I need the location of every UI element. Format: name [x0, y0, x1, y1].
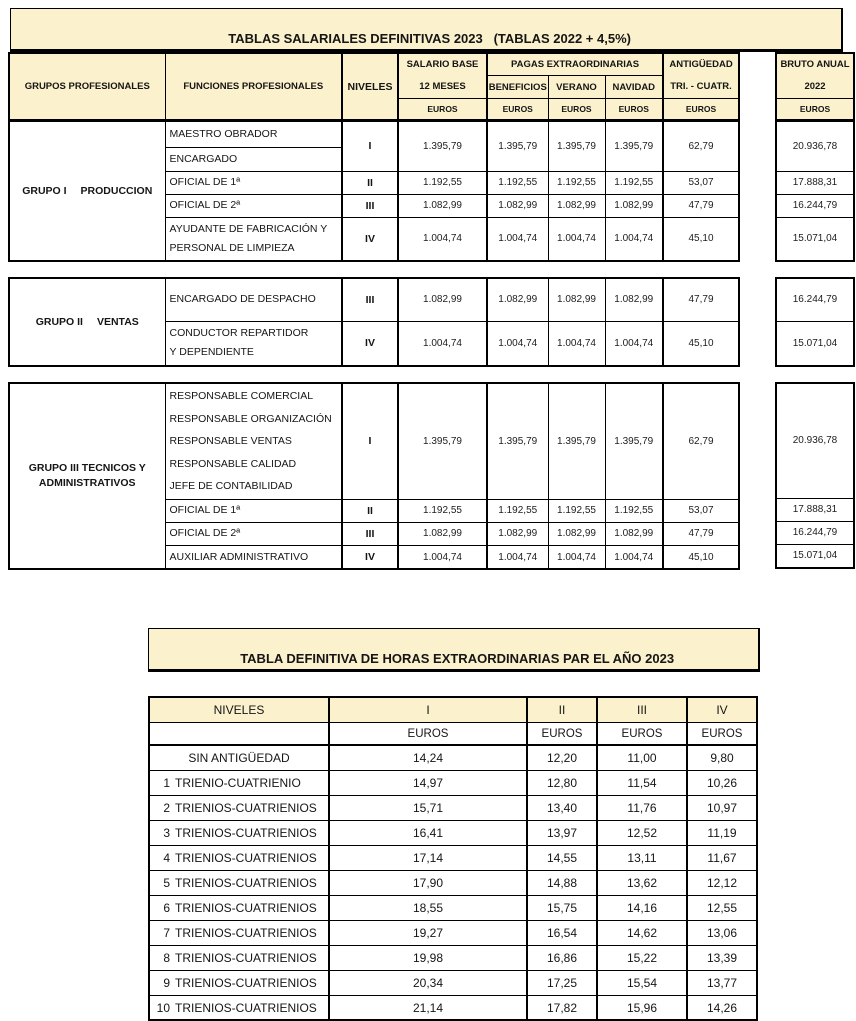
antiguedad-cell: 45,10 — [663, 217, 739, 261]
hours-value-cell: 17,90 — [329, 870, 527, 895]
antiguedad-cell: 62,79 — [663, 383, 739, 499]
hours-row — [149, 745, 757, 770]
hours-value-cell: 13,11 — [597, 845, 687, 870]
bruto-anual-cell: 15.071,04 — [776, 217, 854, 261]
beneficios-cell: 1.395,79 — [487, 383, 548, 499]
hours-value-cell: 13,40 — [527, 795, 597, 820]
hours-value-cell: 17,25 — [527, 970, 597, 995]
hours-euros-cell: EUROS — [527, 722, 597, 745]
navidad-cell: 1.192,55 — [605, 171, 663, 194]
hours-header-level-4: IV — [687, 697, 757, 722]
beneficios-cell: 1.082,99 — [487, 522, 548, 545]
hours-title-bar — [148, 628, 760, 672]
verano-cell: 1.004,74 — [548, 217, 605, 261]
hours-row-label — [149, 920, 329, 945]
header-salario-base-line1: SALARIO BASE — [406, 59, 479, 70]
navidad-cell: 1.192,55 — [605, 499, 663, 522]
hours-value-cell: 12,55 — [687, 895, 757, 920]
function-cell: ENCARGADO — [165, 147, 342, 171]
function-cell: OFICIAL DE 1ª — [165, 499, 342, 522]
nivel-cell: IV — [342, 217, 398, 261]
salario-base-cell: 1.395,79 — [398, 383, 487, 499]
header-antiguedad-line2: TRI. - CUATR. — [670, 81, 732, 92]
row-label-text: TRIENIOS-CUATRIENIOS — [175, 1000, 317, 1015]
hours-value-cell: 11,67 — [687, 845, 757, 870]
function-cell: OFICIAL DE 1ª — [165, 171, 342, 194]
hours-value-cell: 17,82 — [527, 995, 597, 1020]
grupo-2-table — [8, 277, 740, 367]
hours-value-cell: 14,62 — [597, 920, 687, 945]
function-line: RESPONSABLE CALIDAD — [169, 457, 297, 470]
hours-row — [149, 895, 757, 920]
function-cell — [165, 217, 342, 261]
header-euros-salario: EUROS — [398, 99, 487, 120]
hours-value-cell: 14,88 — [527, 870, 597, 895]
function-line: AYUDANTE DE FABRICACIÓN Y — [169, 222, 328, 235]
salario-base-cell: 1.004,74 — [398, 545, 487, 569]
antiguedad-cell: 53,07 — [663, 171, 739, 194]
row-label-text: TRIENIOS-CUATRIENIOS — [175, 825, 317, 840]
row-label-text: TRIENIOS-CUATRIENIOS — [175, 950, 317, 965]
function-line: JEFE DE CONTABILIDAD — [169, 480, 293, 493]
hours-row-label — [149, 820, 329, 845]
hours-value-cell: 18,55 — [329, 895, 527, 920]
antiguedad-cell: 62,79 — [663, 121, 739, 171]
header-grupos-profesionales: GRUPOS PROFESIONALES — [9, 53, 165, 120]
salario-base-cell: 1.192,55 — [398, 499, 487, 522]
nivel-cell: I — [342, 383, 398, 499]
salario-base-cell: 1.192,55 — [398, 171, 487, 194]
function-cell: AUXILIAR ADMINISTRATIVO — [165, 545, 342, 569]
salario-base-cell: 1.082,99 — [398, 522, 487, 545]
bruto-anual-cell: 16.244,79 — [776, 521, 854, 544]
row-number: 6 — [163, 900, 170, 915]
row-label-text: TRIENIOS-CUATRIENIOS — [175, 900, 317, 915]
nivel-cell: II — [342, 171, 398, 194]
hours-header-row — [149, 697, 757, 722]
hours-euros-cell: EUROS — [329, 722, 527, 745]
grupo-3-bruto-table — [775, 382, 855, 569]
verano-cell: 1.192,55 — [548, 171, 605, 194]
hours-row — [149, 945, 757, 970]
bruto-anual-cell: 16.244,79 — [776, 194, 854, 217]
salario-base-cell: 1.004,74 — [398, 321, 487, 366]
function-line: Y DEPENDIENTE — [169, 346, 254, 359]
header-pagas-extraordinarias: PAGAS EXTRAORDINARIAS — [487, 53, 663, 76]
hours-value-cell: 17,14 — [329, 845, 527, 870]
hours-value-cell: 19,27 — [329, 920, 527, 945]
beneficios-cell: 1.004,74 — [487, 217, 548, 261]
bruto-anual-cell: 16.244,79 — [776, 278, 854, 321]
hours-row — [149, 970, 757, 995]
header-salario-base-line2: 12 MESES — [419, 81, 466, 92]
bruto-anual-cell: 15.071,04 — [776, 321, 854, 366]
beneficios-cell: 1.004,74 — [487, 321, 548, 366]
grupo-3-table — [8, 382, 740, 570]
verano-cell: 1.395,79 — [548, 121, 605, 171]
row-label-text: TRIENIOS-CUATRIENIOS — [175, 850, 317, 865]
antiguedad-cell: 45,10 — [663, 545, 739, 569]
bruto-anual-cell: 15.071,04 — [776, 544, 854, 568]
hours-row-label — [149, 970, 329, 995]
hours-header-level-3: III — [597, 697, 687, 722]
row-number: 5 — [163, 875, 170, 890]
header-navidad: NAVIDAD — [605, 76, 663, 99]
function-line: PERSONAL DE LIMPIEZA — [169, 241, 295, 254]
function-cell: OFICIAL DE 2ª — [165, 522, 342, 545]
group-area: VENTAS — [96, 315, 139, 328]
nivel-cell: III — [342, 522, 398, 545]
hours-header-level-1: I — [329, 697, 527, 722]
header-beneficios: BENEFICIOS — [487, 76, 548, 99]
salario-base-cell: 1.395,79 — [398, 121, 487, 171]
function-line: CONDUCTOR REPARTIDOR — [169, 327, 309, 340]
hours-value-cell: 14,55 — [527, 845, 597, 870]
hours-euros-row — [149, 722, 757, 745]
header-euros-bruto: EUROS — [776, 99, 854, 120]
beneficios-cell: 1.004,74 — [487, 545, 548, 569]
salary-header-block — [8, 52, 856, 120]
group-label — [9, 278, 165, 366]
nivel-cell: III — [342, 194, 398, 217]
hours-header-niveles: NIVELES — [149, 697, 329, 722]
hours-value-cell: 14,24 — [329, 745, 527, 770]
bruto-anual-cell: 20.936,78 — [776, 383, 854, 498]
antiguedad-cell: 47,79 — [663, 522, 739, 545]
function-cell: MAESTRO OBRADOR — [165, 121, 342, 147]
nivel-cell: IV — [342, 545, 398, 569]
hours-value-cell: 13,39 — [687, 945, 757, 970]
hours-value-cell: 13,62 — [597, 870, 687, 895]
hours-value-cell: 12,52 — [597, 820, 687, 845]
nivel-cell: II — [342, 499, 398, 522]
nivel-cell: I — [342, 121, 398, 171]
hours-value-cell: 11,00 — [597, 745, 687, 770]
header-bruto-line1: BRUTO ANUAL — [780, 59, 850, 70]
header-euros-verano: EUROS — [548, 99, 605, 120]
row-number: 7 — [163, 925, 170, 940]
salary-header-table — [8, 52, 740, 120]
function-line: RESPONSABLE ORGANIZACIÓN — [169, 412, 332, 425]
hours-row-label — [149, 995, 329, 1020]
nivel-cell: IV — [342, 321, 398, 366]
hours-value-cell: 20,34 — [329, 970, 527, 995]
salario-base-cell: 1.082,99 — [398, 194, 487, 217]
hours-value-cell: 21,14 — [329, 995, 527, 1020]
antiguedad-cell: 47,79 — [663, 278, 739, 321]
grupo-2-bruto-table — [775, 277, 855, 367]
beneficios-cell: 1.082,99 — [487, 194, 548, 217]
verano-cell: 1.395,79 — [548, 383, 605, 499]
bruto-anual-cell: 20.936,78 — [776, 121, 854, 171]
header-euros-navidad: EUROS — [605, 99, 663, 120]
navidad-cell: 1.082,99 — [605, 278, 663, 321]
grupo-1-table — [8, 120, 740, 262]
row-number: 10 — [156, 1000, 170, 1015]
hours-value-cell: 15,75 — [527, 895, 597, 920]
antiguedad-cell: 45,10 — [663, 321, 739, 366]
hours-row — [149, 795, 757, 820]
hours-value-cell: 19,98 — [329, 945, 527, 970]
grupo-1-block — [8, 120, 856, 262]
group-area: PRODUCCION — [80, 184, 153, 197]
main-title: TABLAS SALARIALES DEFINITIVAS 2023 (TABLAS 2022 + 4,5%) — [228, 31, 631, 46]
row-number: 1 — [163, 775, 170, 790]
verano-cell: 1.082,99 — [548, 522, 605, 545]
row-label-text: TRIENIO-CUATRIENIO — [175, 775, 301, 790]
table-row — [9, 383, 739, 499]
beneficios-cell: 1.082,99 — [487, 278, 548, 321]
hours-value-cell: 12,80 — [527, 770, 597, 795]
hours-value-cell: 14,26 — [687, 995, 757, 1020]
bruto-anual-cell: 17.888,31 — [776, 171, 854, 194]
header-euros-beneficios: EUROS — [487, 99, 548, 120]
navidad-cell: 1.082,99 — [605, 194, 663, 217]
hours-row — [149, 995, 757, 1020]
hours-value-cell: 12,20 — [527, 745, 597, 770]
grupo-3-block — [8, 382, 856, 570]
verano-cell: 1.082,99 — [548, 278, 605, 321]
hours-row — [149, 820, 757, 845]
row-label-text: TRIENIOS-CUATRIENIOS — [175, 800, 317, 815]
row-number: 9 — [163, 975, 170, 990]
table-row — [9, 278, 739, 321]
row-number: 8 — [163, 950, 170, 965]
hours-table — [148, 696, 758, 1021]
hours-value-cell: 10,26 — [687, 770, 757, 795]
navidad-cell: 1.004,74 — [605, 545, 663, 569]
hours-euros-cell: EUROS — [597, 722, 687, 745]
beneficios-cell: 1.192,55 — [487, 171, 548, 194]
hours-row — [149, 770, 757, 795]
hours-row-label — [149, 770, 329, 795]
row-number: 4 — [163, 850, 170, 865]
hours-value-cell: 15,54 — [597, 970, 687, 995]
navidad-cell: 1.082,99 — [605, 522, 663, 545]
hours-value-cell: 13,77 — [687, 970, 757, 995]
row-label-text: TRIENIOS-CUATRIENIOS — [175, 975, 317, 990]
group-label — [9, 121, 165, 261]
empty-cell — [149, 722, 329, 745]
row-number: 3 — [163, 825, 170, 840]
navidad-cell: 1.395,79 — [605, 121, 663, 171]
group-name: GRUPO III TECNICOS Y — [28, 462, 146, 475]
main-title-bar — [10, 8, 843, 52]
group-name: GRUPO II — [35, 315, 83, 328]
header-salario-base — [398, 53, 487, 99]
beneficios-cell: 1.395,79 — [487, 121, 548, 171]
header-niveles: NIVELES — [342, 53, 398, 120]
verano-cell: 1.082,99 — [548, 194, 605, 217]
function-cell: OFICIAL DE 2ª — [165, 194, 342, 217]
hours-value-cell: 13,06 — [687, 920, 757, 945]
header-bruto-anual — [776, 53, 854, 99]
hours-value-cell: 11,76 — [597, 795, 687, 820]
grupo-1-bruto-table — [775, 120, 855, 262]
table-row — [9, 121, 739, 147]
antiguedad-cell: 53,07 — [663, 499, 739, 522]
hours-value-cell: 9,80 — [687, 745, 757, 770]
function-cell — [165, 321, 342, 366]
salario-base-cell: 1.082,99 — [398, 278, 487, 321]
hours-row — [149, 845, 757, 870]
header-antiguedad — [663, 53, 739, 99]
hours-row-label — [149, 845, 329, 870]
bruto-anual-cell: 17.888,31 — [776, 498, 854, 521]
group-name: GRUPO I — [22, 184, 67, 197]
hours-value-cell: 11,54 — [597, 770, 687, 795]
function-line: RESPONSABLE VENTAS — [169, 435, 292, 448]
verano-cell: 1.004,74 — [548, 321, 605, 366]
hours-value-cell: 14,97 — [329, 770, 527, 795]
group-area: ADMINISTRATIVOS — [38, 477, 136, 490]
header-antiguedad-line1: ANTIGÜEDAD — [669, 59, 733, 70]
hours-row-label: SIN ANTIGÜEDAD — [149, 745, 329, 770]
verano-cell: 1.192,55 — [548, 499, 605, 522]
row-label-text: TRIENIOS-CUATRIENIOS — [175, 875, 317, 890]
hours-row — [149, 870, 757, 895]
function-line: RESPONSABLE COMERCIAL — [169, 390, 314, 402]
function-cell — [165, 383, 342, 499]
hours-row — [149, 920, 757, 945]
navidad-cell: 1.395,79 — [605, 383, 663, 499]
hours-header-level-2: II — [527, 697, 597, 722]
beneficios-cell: 1.192,55 — [487, 499, 548, 522]
hours-value-cell: 11,19 — [687, 820, 757, 845]
hours-value-cell: 15,96 — [597, 995, 687, 1020]
hours-value-cell: 10,97 — [687, 795, 757, 820]
hours-value-cell: 12,12 — [687, 870, 757, 895]
hours-title: TABLA DEFINITIVA DE HORAS EXTRAORDINARIAS PAR EL AÑO 2023 — [240, 651, 675, 667]
function-cell: ENCARGADO DE DESPACHO — [165, 278, 342, 321]
hours-value-cell: 13,97 — [527, 820, 597, 845]
header-funciones-profesionales: FUNCIONES PROFESIONALES — [165, 53, 342, 120]
hours-euros-cell: EUROS — [687, 722, 757, 745]
antiguedad-cell: 47,79 — [663, 194, 739, 217]
header-bruto-line2: 2022 — [804, 81, 826, 92]
bruto-header-table — [775, 52, 855, 120]
hours-row-label — [149, 895, 329, 920]
verano-cell: 1.004,74 — [548, 545, 605, 569]
salario-base-cell: 1.004,74 — [398, 217, 487, 261]
hours-row-label — [149, 795, 329, 820]
nivel-cell: III — [342, 278, 398, 321]
group-label — [9, 383, 165, 569]
navidad-cell: 1.004,74 — [605, 217, 663, 261]
hours-row-label — [149, 945, 329, 970]
hours-row-label — [149, 870, 329, 895]
grupo-2-block — [8, 277, 856, 367]
header-euros-antiguedad: EUROS — [663, 99, 739, 120]
navidad-cell: 1.004,74 — [605, 321, 663, 366]
hours-value-cell: 15,71 — [329, 795, 527, 820]
hours-value-cell: 16,41 — [329, 820, 527, 845]
hours-value-cell: 14,16 — [597, 895, 687, 920]
row-number: 2 — [163, 800, 170, 815]
hours-value-cell: 16,86 — [527, 945, 597, 970]
row-label-text: TRIENIOS-CUATRIENIOS — [175, 925, 317, 940]
hours-value-cell: 16,54 — [527, 920, 597, 945]
header-verano: VERANO — [548, 76, 605, 99]
hours-value-cell: 15,22 — [597, 945, 687, 970]
